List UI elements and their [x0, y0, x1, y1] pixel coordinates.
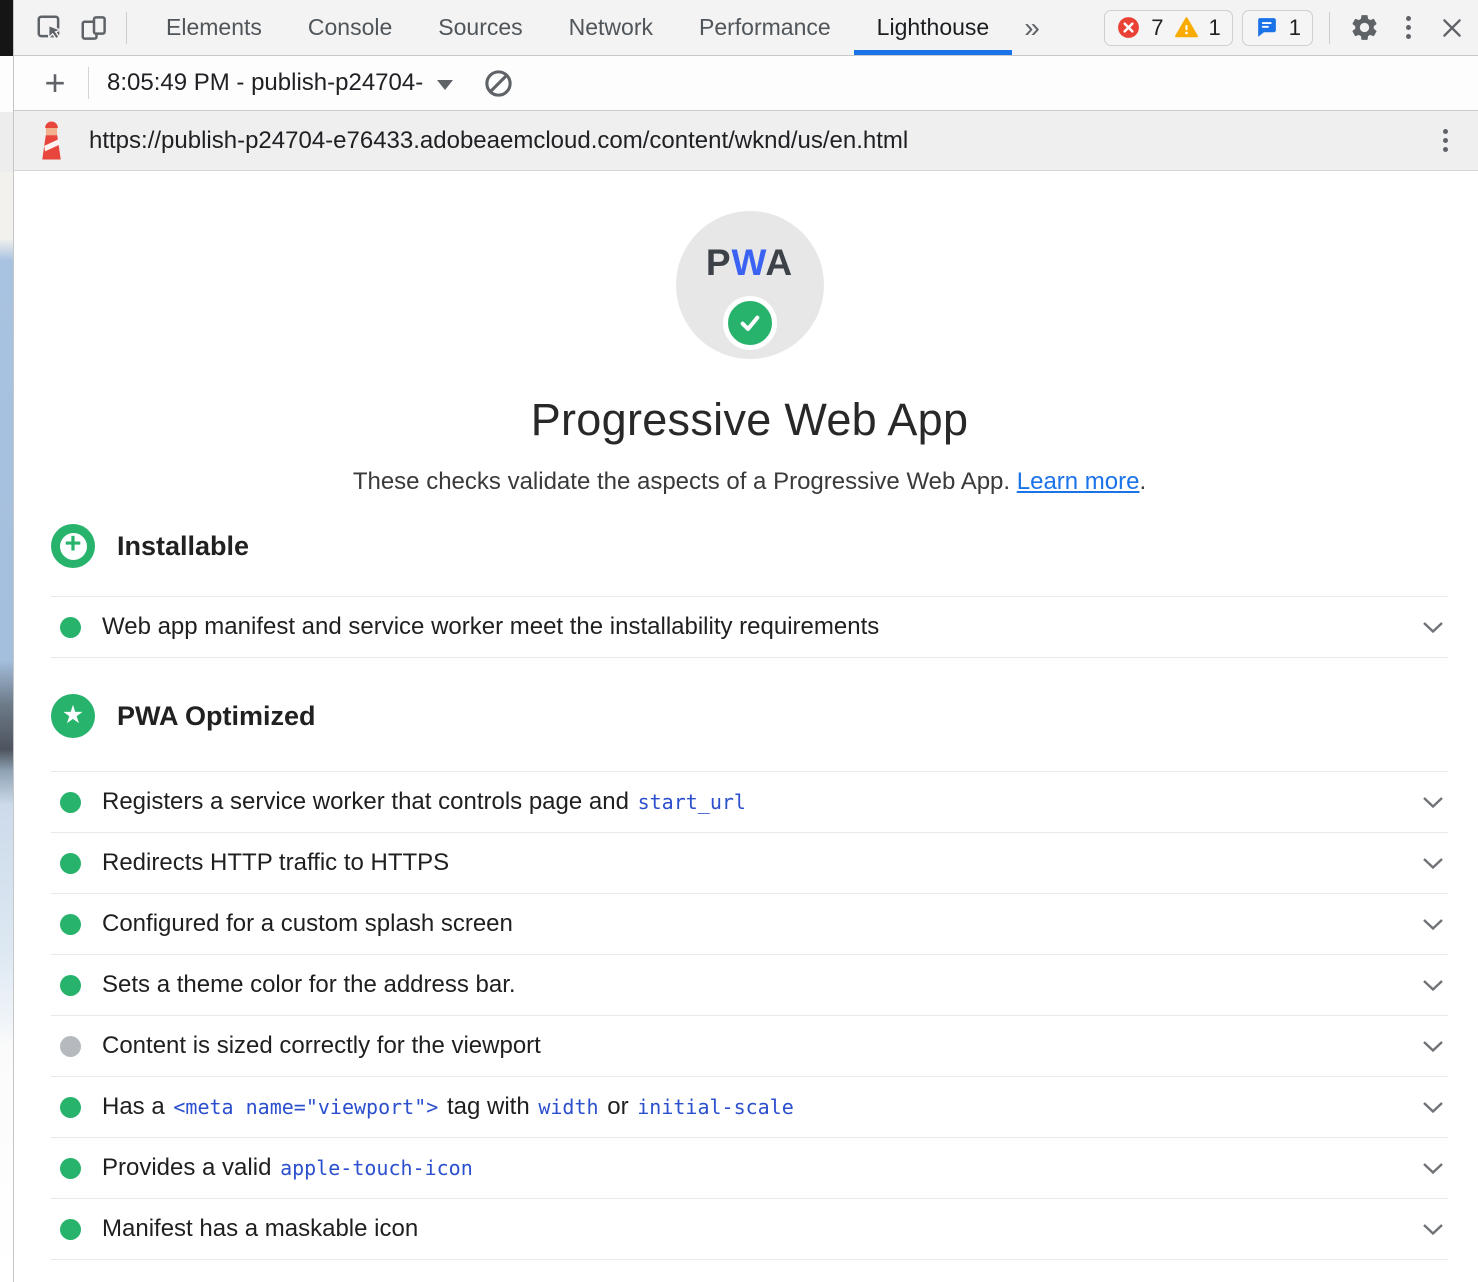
block-icon	[483, 68, 514, 99]
more-tabs-button[interactable]: »	[1024, 11, 1040, 43]
audit-status-dot	[60, 1219, 81, 1240]
audit-code-snippet: apple-touch-icon	[280, 1156, 473, 1180]
subtitle-text: These checks validate the aspects of a Progressive Web App.	[352, 468, 1017, 495]
expand-audit-button[interactable]	[1422, 918, 1444, 931]
report-subtitle	[51, 468, 1448, 496]
console-issues-badge[interactable]	[1104, 10, 1233, 46]
tab-console[interactable]: Console	[307, 14, 393, 40]
audit-status-dot	[60, 853, 81, 874]
close-icon	[1439, 15, 1465, 41]
devtools-tabs	[143, 0, 1012, 55]
audit-text-segment: Sets a theme color for the address bar.	[102, 971, 516, 998]
chevron-down-icon	[1422, 796, 1444, 809]
lighthouse-logo-icon	[38, 120, 65, 161]
device-toolbar-button[interactable]	[72, 6, 116, 50]
audited-url-bar	[14, 111, 1478, 171]
audit-row[interactable]	[51, 772, 1448, 833]
audit-text-segment: Redirects HTTP traffic to HTTPS	[102, 849, 450, 876]
expand-audit-button[interactable]	[1422, 857, 1444, 870]
audit-row[interactable]	[51, 1016, 1448, 1077]
audit-text-segment: Manifest has a maskable icon	[102, 1215, 419, 1242]
inspect-element-button[interactable]	[28, 6, 72, 50]
pwa-badge	[676, 211, 824, 359]
audit-text-segment: Has a	[102, 1093, 172, 1120]
tabbar-right-cluster	[1095, 6, 1474, 50]
audit-text-segment: or	[600, 1093, 636, 1120]
expand-audit-button[interactable]	[1422, 796, 1444, 809]
pwa-pass-check-icon	[723, 296, 777, 350]
tab-performance[interactable]: Performance	[699, 14, 831, 40]
section-heading: PWA Optimized	[117, 700, 316, 731]
tab-elements[interactable]: Elements	[166, 14, 262, 40]
audit-status-dot	[60, 617, 81, 638]
plus-circle-icon	[51, 524, 95, 568]
pwa-logo	[706, 242, 793, 284]
audit-row[interactable]	[51, 955, 1448, 1016]
audit-title	[102, 910, 513, 938]
settings-button[interactable]	[1342, 6, 1386, 50]
audit-status-dot	[60, 975, 81, 996]
session-divider	[88, 67, 89, 99]
pwa-logo-w: W	[731, 242, 766, 283]
subtitle-period: .	[1139, 468, 1147, 495]
close-devtools-button[interactable]	[1430, 6, 1474, 50]
audit-text-segment: Content is sized correctly for the viewport	[102, 1032, 541, 1059]
warning-icon	[1174, 15, 1199, 40]
audit-status-dot	[60, 1158, 81, 1179]
audit-code-snippet: initial-scale	[637, 1095, 794, 1119]
chevron-down-icon	[1422, 857, 1444, 870]
kebab-menu-icon	[1406, 16, 1411, 39]
toolbar-divider	[1329, 12, 1330, 44]
audit-title	[102, 849, 449, 877]
expand-audit-button[interactable]	[1422, 979, 1444, 992]
chevron-down-icon	[437, 80, 453, 90]
audit-text-segment: Provides a valid	[102, 1154, 279, 1181]
audit-title	[102, 1154, 475, 1182]
audit-row[interactable]	[51, 833, 1448, 894]
audit-text-segment: Registers a service worker that controls page and	[102, 788, 636, 815]
audit-row[interactable]	[51, 1138, 1448, 1199]
pwa-logo-a: A	[765, 242, 794, 283]
chevron-down-icon	[1422, 1040, 1444, 1053]
section-pwa-optimized	[51, 658, 1448, 1260]
audit-row[interactable]	[51, 597, 1448, 658]
audit-title	[102, 971, 516, 999]
report-tools-menu-button[interactable]	[1443, 129, 1448, 152]
new-audit-button[interactable]: +	[44, 62, 66, 103]
clear-reports-button[interactable]	[483, 68, 514, 99]
expand-audit-button[interactable]	[1422, 1223, 1444, 1236]
audit-sections	[51, 496, 1448, 1260]
audit-status-dot	[60, 914, 81, 935]
audit-status-dot	[60, 792, 81, 813]
page-behind-devtools	[0, 172, 13, 1282]
audit-code-snippet: width	[538, 1095, 599, 1119]
error-count: 7	[1151, 14, 1164, 40]
audit-text-segment: Web app manifest and service worker meet the installability requirements	[102, 613, 880, 640]
lighthouse-report	[14, 171, 1478, 1282]
console-messages-badge[interactable]	[1242, 10, 1313, 46]
audit-title	[102, 1215, 418, 1243]
audit-status-dot	[60, 1036, 81, 1057]
chevron-down-icon	[1422, 621, 1444, 634]
expand-audit-button[interactable]	[1422, 1101, 1444, 1114]
tab-sources[interactable]: Sources	[438, 14, 523, 40]
message-icon	[1254, 15, 1279, 40]
star-circle-icon	[51, 694, 95, 738]
section-heading: Installable	[117, 530, 250, 561]
audit-status-dot	[60, 1097, 81, 1118]
audit-row[interactable]	[51, 894, 1448, 955]
report-selector-dropdown[interactable]	[107, 69, 453, 97]
chevron-down-icon	[1422, 979, 1444, 992]
page-behind-strip	[0, 0, 13, 1282]
device-toolbar-icon	[79, 13, 109, 43]
tab-network[interactable]: Network	[568, 14, 653, 40]
audit-code-snippet: start_url	[637, 790, 746, 814]
error-icon	[1116, 15, 1141, 40]
audit-title	[102, 1093, 796, 1121]
devtools-tabbar	[14, 0, 1478, 56]
chevron-down-icon	[1422, 1101, 1444, 1114]
warning-count: 1	[1208, 14, 1221, 40]
audit-title	[102, 1032, 541, 1060]
message-count: 1	[1288, 14, 1301, 40]
audit-text-segment: tag with	[440, 1093, 537, 1120]
gear-icon	[1349, 12, 1380, 43]
lighthouse-session-bar	[14, 56, 1478, 111]
report-selector-label: 8:05:49 PM - publish-p24704-	[107, 69, 424, 96]
kebab-menu-icon	[1443, 129, 1448, 152]
audit-title	[102, 613, 879, 641]
chevron-down-icon	[1422, 1223, 1444, 1236]
report-title: Progressive Web App	[530, 394, 969, 445]
audit-row[interactable]	[51, 1077, 1448, 1138]
audit-code-snippet: <meta name="viewport">	[173, 1095, 439, 1119]
chevron-down-icon	[1422, 1162, 1444, 1175]
expand-audit-button[interactable]	[1422, 1162, 1444, 1175]
audit-list	[51, 596, 1448, 658]
section-installable	[51, 496, 1448, 658]
audit-row[interactable]	[51, 1199, 1448, 1260]
devtools-panel	[13, 0, 1478, 1282]
pwa-logo-p: P	[705, 242, 732, 283]
toolbar-divider	[126, 12, 127, 44]
devtools-menu-button[interactable]	[1386, 6, 1430, 50]
window-edge	[0, 0, 13, 56]
audited-url: https://publish-p24704-e76433.adobeaemcloud.com/content/wknd/us/en.html	[89, 126, 909, 154]
tab-lighthouse[interactable]: Lighthouse	[854, 0, 1013, 55]
chevron-down-icon	[1422, 918, 1444, 931]
audit-list	[51, 771, 1448, 1260]
expand-audit-button[interactable]	[1422, 621, 1444, 634]
learn-more-link[interactable]: Learn more	[1016, 468, 1140, 495]
audit-text-segment: Configured for a custom splash screen	[102, 910, 513, 937]
inspect-cursor-icon	[35, 13, 65, 43]
expand-audit-button[interactable]	[1422, 1040, 1444, 1053]
audit-title	[102, 788, 748, 816]
